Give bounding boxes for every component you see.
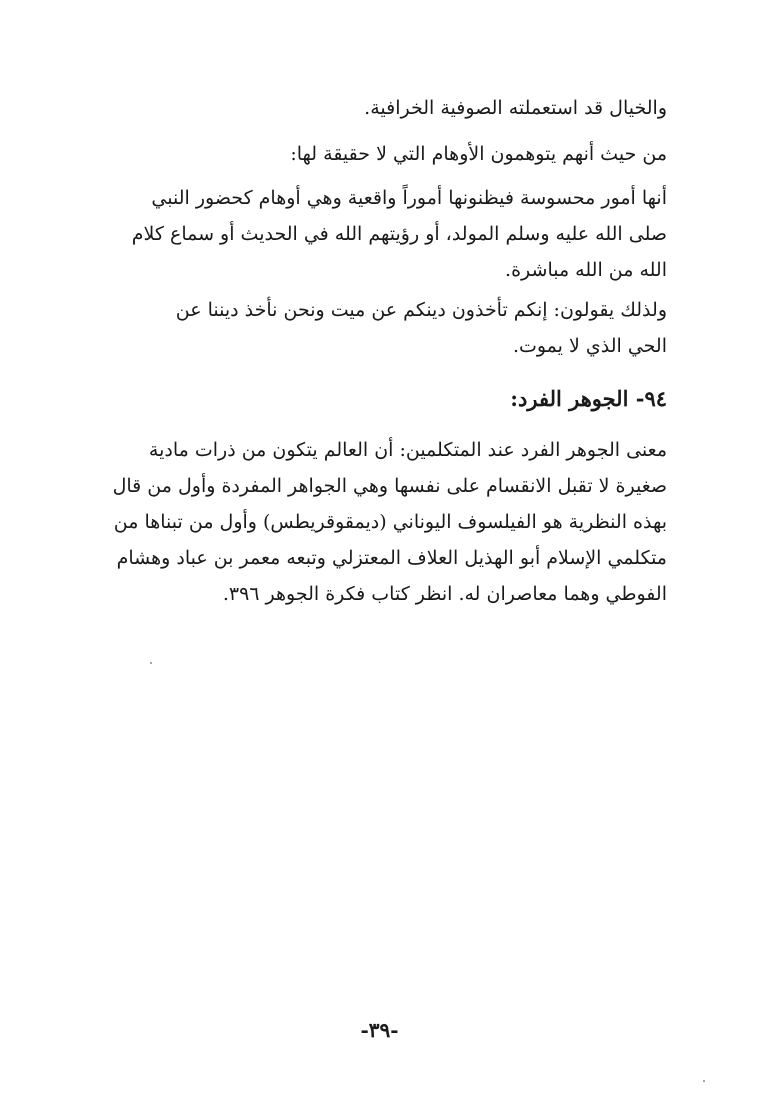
text-line: معنى الجوهر الفرد عند المتكلمين: أن العالم يتكون من ذرات مادية <box>148 439 667 461</box>
paragraph-2 <box>95 136 667 172</box>
paragraph-4 <box>95 292 667 364</box>
paragraph-3 <box>95 180 667 288</box>
text-line: الله من الله مباشرة. <box>505 259 667 281</box>
text-line: والخيال قد استعملته الصوفية الخرافية. <box>364 97 667 119</box>
text-line: ولذلك يقولون: إنكم تأخذون دينكم عن ميت ونحن نأخذ ديننا عن <box>175 299 667 321</box>
paragraph-1 <box>95 90 667 126</box>
section-heading: ٩٤- الجوهر الفرد: <box>510 386 667 411</box>
text-line: الحي الذي لا يموت. <box>512 335 667 357</box>
text-line: بهذه النظرية هو الفيلسوف اليوناني (ديمقوقريطس) وأول من تبناها من <box>113 511 667 533</box>
text-line: صلى الله عليه وسلم المولد، أو رؤيتهم الله في الحديث أو سماع كلام <box>131 223 667 245</box>
page-number: -٣٩- <box>360 1018 399 1042</box>
text-line: الفوطي وهما معاصران له. انظر كتاب فكرة الجوهر ٣٩٦. <box>222 583 667 605</box>
text-line: صغيرة لا تقبل الانقسام على نفسها وهي الجواهر المفردة وأول من قال <box>112 475 667 497</box>
text-line: أنها أمور محسوسة فيظنونها أموراً واقعية وهي أوهام كحضور النبي <box>151 187 667 209</box>
text-line: من حيث أنهم يتوهمون الأوهام التي لا حقيقة لها: <box>290 143 667 165</box>
scan-speck <box>703 1080 705 1082</box>
scan-speck <box>150 662 152 664</box>
text-line: متكلمي الإسلام أبو الهذيل العلاف المعتزلي وتبعه معمر بن عباد وهشام <box>116 547 667 569</box>
section-paragraph <box>95 432 667 612</box>
